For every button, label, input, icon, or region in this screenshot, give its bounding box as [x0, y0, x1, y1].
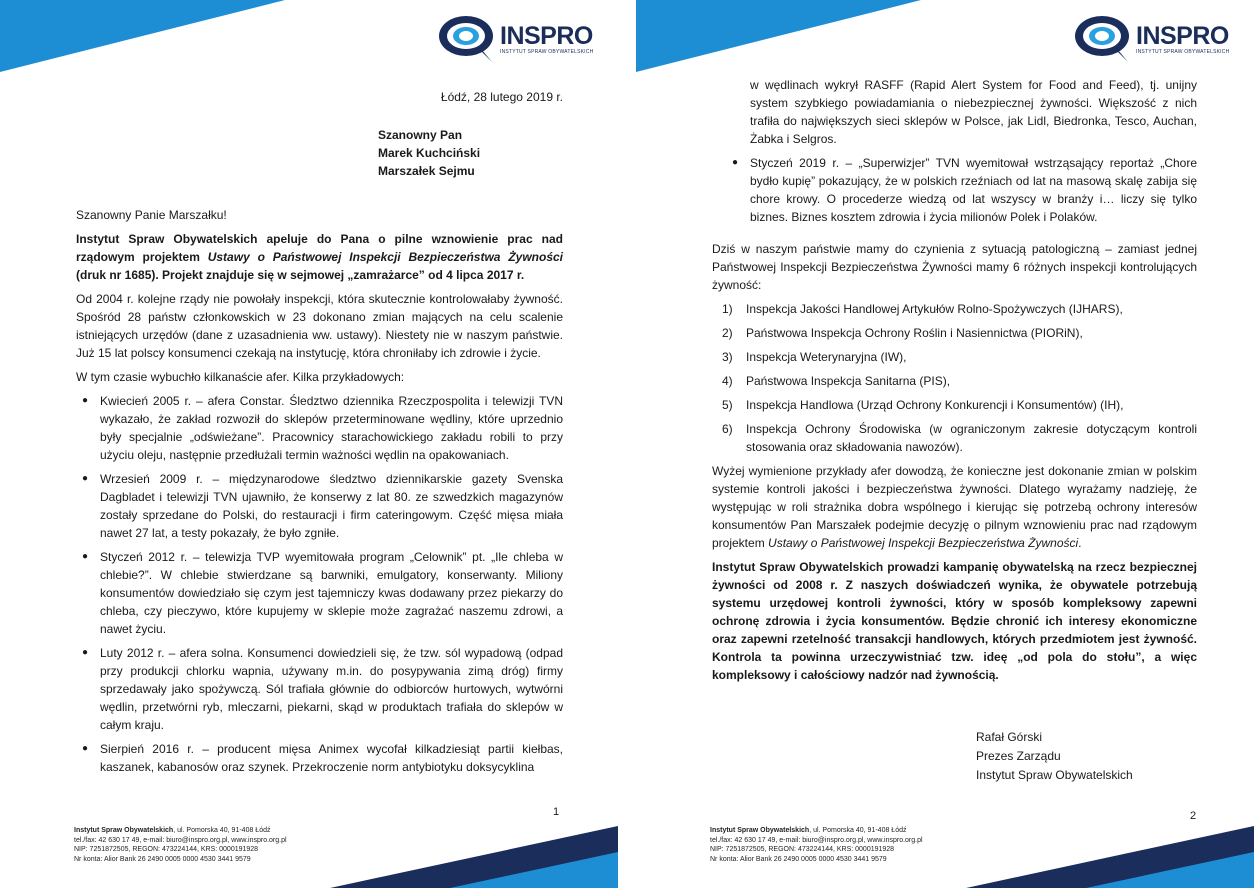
corner-decoration [0, 0, 290, 80]
list-item: 3) Inspekcja Weterynaryjna (IW), [722, 350, 907, 364]
corner-decoration [636, 0, 926, 80]
signature-line: Instytut Spraw Obywatelskich [976, 768, 1133, 782]
list-item: ● Sierpień 2016 r. – producent mięsa Animex wycofał kilkadziesiąt partii kiełbas, kaszanek, kabanosów oraz szynek. Przekroczenie norm antybiotyku doksycyklina [82, 742, 563, 774]
logo-subtitle: INSTYTUT SPRAW OBYWATELSKICH [500, 48, 594, 55]
list-item: ● Luty 2012 r. – afera solna. Konsumenci dowiedzieli się, że tzw. sól wypadową (odpad przy produkcji chlorku wapnia, używany m.in. do posypywania zimą dróg) firmy sprzedawały jako spożywczą. Sól trafiała głównie do odbiorców hurtowych, wytwórni wędlin, przetwórni ryb, mleczarni, piekarni, skąd w produktach trafiała do sklepów w całym kraju. [82, 646, 563, 732]
paragraph: Dziś w naszym państwie mamy do czynienia z sytuacją patologiczną – zamiast jednej Państwowej Inspekcji Bezpieczeństwa Żywności mamy 6 różnych inspekcji kontrolujących żywność: [712, 242, 1197, 292]
page-number: 1 [553, 806, 560, 818]
list-item: ● Kwiecień 2005 r. – afera Constar. Śledztwo dziennika Rzeczpospolita i telewizji TVN wykazało, że zakład rozwoził do sklepów przeterminowane wędliny, które uprzednio były specjalnie „odświeżane”. Pracownicy starachowickiego zakładu robili to przy użyciu oleju, następnie przedłużali termin ważności wędlin na opakowaniach. [82, 394, 563, 462]
list-item: 6) Inspekcja Ochrony Środowiska (w ograniczonym zakresie dotyczącym kontroli stosowania oraz składowania nawozów). [722, 422, 1197, 454]
logo-name: INSPRO [1136, 21, 1229, 50]
list-item: 1) Inspekcja Jakości Handlowej Artykułów Rolno-Spożywczych (IJHARS), [722, 302, 1123, 316]
letter-page-1 [0, 0, 618, 888]
signature-line: Prezes Zarządu [976, 749, 1061, 763]
paragraph: Od 2004 r. kolejne rządy nie powołały inspekcji, która skutecznie kontrolowałaby żywność. Spośród 28 państw członkowskich w 23 dokonano zmian mających na celu scalenie istniejących urzędów (dane z uzasadnienia ww. ustawy). Niestety nie w naszym państwie. Już 15 lat polscy konsumenci czekają na instytucję, która chroniłaby ich zdrowie i życie. [76, 292, 563, 360]
list-item: 2) Państwowa Inspekcja Ochrony Roślin i Nasiennictwa (PIORiN), [722, 326, 1083, 340]
paragraph: Instytut Spraw Obywatelskich prowadzi kampanię obywatelską na rzecz bezpiecznej żywności od 2008 r. Z naszych doświadczeń wynika, że obywatele potrzebują systemu urzędowej kontroli żywności, który w sposób kompleksowy zapewni ochronę zdrowia i życia konsumentów. Będzie chronić ich interesy ekonomiczne oraz zapewni rzetelność transakcji handlowych, których przedmiotem jest żywność. Kontrola ta powinna urzeczywistniać tzw. ideę „od pola do stołu”, a więc kompleksowy i całościowy nadzór nad żywnością. [712, 560, 1197, 682]
list-item: 5) Inspekcja Handlowa (Urząd Ochrony Konkurencji i Konsumentów) (IH), [722, 398, 1124, 412]
addressee-line: Marszałek Sejmu [378, 164, 475, 178]
paragraph: W tym czasie wybuchło kilkanaście afer. Kilka przykładowych: [76, 370, 405, 384]
intro-paragraph: Instytut Spraw Obywatelskich apeluje do Pana o pilne wznowienie prac nad rządowym projektem Ustawy o Państwowej Inspekcji Bezpieczeństwa Żywności (druk nr 1685). Projekt znajduje się w sejmowej „zamrażarce” od 4 lipca 2017 r. [76, 232, 564, 282]
paragraph: Wyżej wymienione przykłady afer dowodzą, że konieczne jest dokonanie zmian w polskim systemie kontroli jakości i bezpieczeństwa żywności. Dlatego wyrażamy nadzieję, że występując w roli strażnika dobra wspólnego i kierując się potrzebą ochrony interesów konsumentów Pan Marszałek podejmie decyzję o pilnym wznowieniu prac nad rządowym projektem Ustawy o Państwowej Inspekcji Bezpieczeństwa Żywności. [712, 464, 1197, 550]
page-number: 2 [1190, 810, 1197, 822]
list-item: 4) Państwowa Inspekcja Sanitarna (PIS), [722, 374, 951, 388]
list-item: ● Styczeń 2019 r. – „Superwizjer” TVN wyemitował wstrząsający reportaż „Chore bydło kupię” pokazujący, że w polskich rzeźniach od lat na masową skalę zabija się chore krowy. O procederze wiedzą od lat wszyscy w branży i… liczy się tylko biznes. Biznes kosztem zdrowia i życia milionów Polek i Polaków. [732, 156, 1197, 224]
footer-info: Instytut Spraw Obywatelskich, ul. Pomorska 40, 91-408 Łódź tel./fax: 42 630 17 49, e-mail: biuro@inspro.org.pl, www.inspro.org.pl NIP: 7251872505, REGON: 473224144, KRS: 0000191928 Nr konta: Alior Bank 26 2490 0005 0000 4530 3441 9579 [710, 827, 923, 863]
logo-q-icon [438, 14, 496, 64]
page-gap [618, 0, 636, 888]
footer-decoration [966, 826, 1254, 888]
logo [1074, 14, 1229, 64]
paragraph: w wędlinach wykrył RASFF (Rapid Alert System for Food and Feed), tj. unijny system szybkiego powiadamiania o niebezpiecznej żywności. Większość z nich trafiła do największych sieci sklepów w Polsce, jak Lidl, Biedronka, Tesco, Auchan, Żabka i Selgros. [750, 78, 1197, 146]
addressee-line: Szanowny Pan [378, 128, 463, 142]
letter-page-2 [636, 0, 1254, 888]
list-item: ● Styczeń 2012 r. – telewizja TVP wyemitowała program „Celownik” pt. „Ile chleba w chlebie?”. W chlebie stwierdzane są barwniki, emulgatory, konserwanty. Miliony konsumentów dowiedziało się czym jest tajemniczy kwas dodawany przez piekarzy do chleba, czy pieczywo, które kupujemy w sklepie może zagrażać naszemu zdrowi, a nawet życiu. [82, 550, 563, 636]
list-item: ● Wrzesień 2009 r. – międzynarodowe śledztwo dziennikarskie gazety Svenska Dagbladet i telewizji TVN ujawniło, że konserwy z lat 80. ze szwedzkich magazynów zostały sprzedane do Polski, do restauracji i firm cateringowym. Część mięsa miała nawet 27 lat, a testy pokazały, że było zgniłe. [82, 472, 563, 540]
signature-block [976, 728, 1197, 785]
signature-line: Rafał Górski [976, 730, 1043, 744]
letter-date: Łódź, 28 lutego 2019 r. [440, 90, 563, 104]
logo [438, 14, 593, 64]
addressee-line: Marek Kuchciński [378, 146, 481, 160]
footer-info: Instytut Spraw Obywatelskich, ul. Pomorska 40, 91-408 Łódź tel./fax: 42 630 17 49, e-mail: biuro@inspro.org.pl, www.inspro.org.pl NIP: 7251872505, REGON: 473224144, KRS: 0000191928 Nr konta: Alior Bank 26 2490 0005 0000 4530 3441 9579 [74, 827, 287, 863]
footer-decoration [330, 826, 618, 888]
addressee-block [378, 126, 563, 180]
logo-name: INSPRO [500, 21, 593, 50]
logo-subtitle: INSTYTUT SPRAW OBYWATELSKICH [1136, 48, 1230, 55]
logo-q-icon [1074, 14, 1132, 64]
salutation: Szanowny Panie Marszałku! [76, 208, 227, 222]
